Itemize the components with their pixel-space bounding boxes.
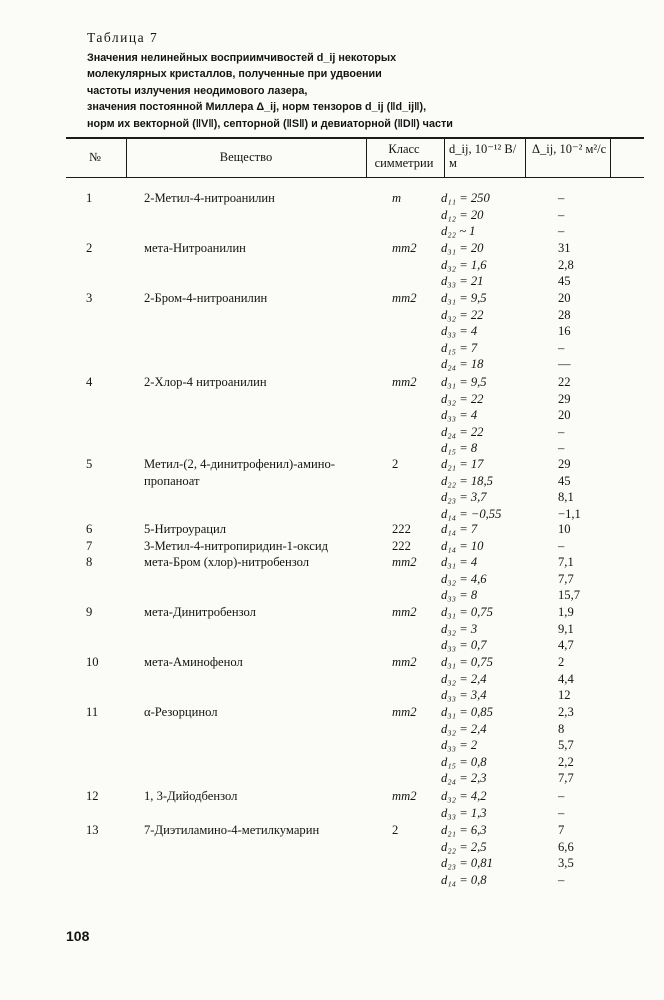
delta-value: 15,7 <box>558 588 581 603</box>
substance-name: пропаноат <box>144 473 200 488</box>
d-value: d₃₂ = 22 <box>441 391 484 406</box>
d-value: d₂₂ = 2,5 <box>441 839 487 854</box>
d-value: d₃₂ = 1,6 <box>441 257 487 272</box>
d-value: d₂₁ = 6,3 <box>441 823 487 837</box>
row-number: 2 <box>86 241 93 255</box>
row-number: 8 <box>86 555 93 569</box>
d-value: d₃₁ = 9,5 <box>441 291 487 305</box>
substance-name: мета-Аминофенол <box>144 655 243 669</box>
delta-value: 4,7 <box>558 638 574 653</box>
row-number: 9 <box>86 605 93 619</box>
symmetry-class: mm2 <box>392 375 417 389</box>
delta-value: – <box>558 340 565 355</box>
row-number: 12 <box>86 789 99 803</box>
delta-value: – <box>558 805 565 820</box>
d-value: d₃₂ = 3 <box>441 621 478 636</box>
d-value: d₁₄ = −0,55 <box>441 506 502 521</box>
symmetry-class: mm2 <box>392 789 417 803</box>
d-value: d₂₄ = 2,3 <box>441 771 487 786</box>
delta-value: 7,7 <box>558 571 574 586</box>
symmetry-class: mm2 <box>392 291 417 305</box>
substance-name: 5-Нитроурацил <box>144 522 227 536</box>
delta-value: 29 <box>558 457 571 471</box>
d-value: d₃₁ = 20 <box>441 241 484 255</box>
caption-line: частоты излучения неодимового лазера, <box>87 84 308 97</box>
d-value: d₂₂ = 18,5 <box>441 473 493 488</box>
delta-value: — <box>558 357 571 372</box>
header-symmetry-class: Класс симметрии <box>374 142 434 170</box>
delta-value: – <box>558 539 565 553</box>
table-title: Таблица 7 <box>87 30 159 45</box>
delta-value: 16 <box>558 324 571 339</box>
delta-value: 20 <box>558 291 571 305</box>
symmetry-class: 222 <box>392 539 411 553</box>
d-value: d₃₂ = 4,6 <box>441 571 487 586</box>
substance-name: 3-Метил-4-нитропиридин-1-оксид <box>144 539 328 553</box>
caption-line: молекулярных кристаллов, полученные при удвоении <box>87 68 382 81</box>
row-number: 5 <box>86 457 93 471</box>
caption-line: Значения нелинейных восприимчивостей d_ij некоторых <box>87 52 397 64</box>
header-number: № <box>89 150 101 164</box>
delta-value: 7,1 <box>558 555 574 569</box>
row-number: 11 <box>86 705 99 719</box>
d-value: d₃₃ = 4 <box>441 408 478 423</box>
row-number: 1 <box>86 191 93 205</box>
substance-name: Метил-(2, 4-динитрофенил)-амино- <box>144 457 335 471</box>
d-value: d₃₃ = 8 <box>441 588 478 603</box>
d-value: d₃₂ = 22 <box>441 307 484 322</box>
delta-value: 22 <box>558 375 571 389</box>
delta-value: 28 <box>558 307 571 322</box>
header-d: d_ij, 10⁻¹² В/м <box>449 142 517 170</box>
d-value: d₂₁ = 17 <box>441 457 484 471</box>
d-value: d₃₂ = 4,2 <box>441 789 487 803</box>
d-value: d₁₁ = 250 <box>441 191 490 205</box>
delta-value: 2 <box>558 655 565 669</box>
d-value: d₃₂ = 2,4 <box>441 671 487 686</box>
substance-name: мета-Нитроанилин <box>144 241 246 255</box>
d-value: d₁₄ = 7 <box>441 522 478 536</box>
d-value: d₂₃ = 3,7 <box>441 490 487 505</box>
substance-name: 2-Хлор-4 нитроанилин <box>144 375 267 389</box>
delta-value: 10 <box>558 522 571 536</box>
delta-value: – <box>558 424 565 439</box>
symmetry-class: 2 <box>392 457 399 471</box>
symmetry-class: mm2 <box>392 241 417 255</box>
d-value: d₁₅ = 8 <box>441 441 478 456</box>
delta-value: – <box>558 207 565 222</box>
d-value: d₂₂ ~ 1 <box>441 224 476 239</box>
d-value: d₃₁ = 4 <box>441 555 478 569</box>
d-value: d₂₄ = 22 <box>441 424 484 439</box>
substance-name: 7-Диэтиламино-4-метилкумарин <box>144 823 320 837</box>
substance-name: мета-Бром (хлор)-нитробензол <box>144 555 310 569</box>
d-value: d₃₃ = 0,7 <box>441 638 487 653</box>
symmetry-class: mm2 <box>392 705 417 719</box>
header-delta: Δ_ij, 10⁻² м²/с <box>532 142 607 156</box>
d-value: d₁₅ = 0,8 <box>441 754 487 769</box>
row-number: 6 <box>86 522 93 536</box>
row-number: 7 <box>86 539 93 553</box>
d-value: d₃₃ = 2 <box>441 738 478 753</box>
delta-value: 20 <box>558 408 571 423</box>
symmetry-class: mm2 <box>392 605 417 619</box>
delta-value: – <box>558 191 565 205</box>
delta-value: 29 <box>558 391 571 406</box>
d-value: d₃₁ = 0,85 <box>441 705 493 719</box>
caption-line: значения постоянной Миллера Δ_ij, норм тензоров d_ij (‖d_ij‖), <box>87 101 427 114</box>
delta-value: 2,2 <box>558 754 574 769</box>
delta-value: 8,1 <box>558 490 574 505</box>
d-value: d₃₃ = 21 <box>441 274 484 289</box>
delta-value: – <box>558 441 565 456</box>
d-value: d₃₂ = 2,4 <box>441 721 487 736</box>
symmetry-class: mm2 <box>392 655 417 669</box>
caption-line: норм их векторной (‖V‖), септорной (‖S‖) и девиаторной (‖D‖) части <box>87 117 453 130</box>
d-value: d₁₄ = 10 <box>441 539 484 553</box>
delta-value: 45 <box>558 274 571 289</box>
delta-value: 7,7 <box>558 771 574 786</box>
d-value: d₁₄ = 0,8 <box>441 872 487 887</box>
substance-name: α-Резорцинол <box>144 705 218 719</box>
d-value: d₁₂ = 20 <box>441 207 484 222</box>
delta-value: 8 <box>558 721 565 736</box>
delta-value: 9,1 <box>558 621 574 636</box>
symmetry-class: m <box>392 191 402 205</box>
d-value: d₃₃ = 3,4 <box>441 688 487 703</box>
delta-value: 12 <box>558 688 571 703</box>
page-number: 108 <box>66 928 90 944</box>
delta-value: 6,6 <box>558 839 574 854</box>
delta-value: 5,7 <box>558 738 574 753</box>
d-value: d₃₃ = 1,3 <box>441 805 487 820</box>
delta-value: 1,9 <box>558 605 574 619</box>
delta-value: −1,1 <box>558 506 581 521</box>
substance-name: мета-Динитробензол <box>144 605 256 619</box>
delta-value: 7 <box>558 823 565 837</box>
delta-value: 4,4 <box>558 671 574 686</box>
delta-value: 2,3 <box>558 705 574 719</box>
symmetry-class: 222 <box>392 522 411 536</box>
row-number: 10 <box>86 655 99 669</box>
d-value: d₃₃ = 4 <box>441 324 478 339</box>
header-substance: Вещество <box>219 150 273 164</box>
d-value: d₃₁ = 0,75 <box>441 605 493 619</box>
delta-value: 45 <box>558 473 571 488</box>
substance-name: 1, 3-Дийодбензол <box>144 789 238 803</box>
d-value: d₂₄ = 18 <box>441 357 484 372</box>
d-value: d₃₁ = 9,5 <box>441 375 487 389</box>
d-value: d₂₃ = 0,81 <box>441 856 493 871</box>
substance-name: 2-Бром-4-нитроанилин <box>144 291 268 305</box>
d-value: d₃₁ = 0,75 <box>441 655 493 669</box>
row-number: 3 <box>86 291 93 305</box>
delta-value: 3,5 <box>558 856 574 871</box>
symmetry-class: 2 <box>392 823 399 837</box>
delta-value: 31 <box>558 241 571 255</box>
row-number: 4 <box>86 375 93 389</box>
delta-value: – <box>558 872 565 887</box>
delta-value: 2,8 <box>558 257 574 272</box>
substance-name: 2-Метил-4-нитроанилин <box>144 191 275 205</box>
d-value: d₁₅ = 7 <box>441 340 478 355</box>
row-number: 13 <box>86 823 99 837</box>
symmetry-class: mm2 <box>392 555 417 569</box>
delta-value: – <box>558 789 565 803</box>
delta-value: – <box>558 224 565 239</box>
